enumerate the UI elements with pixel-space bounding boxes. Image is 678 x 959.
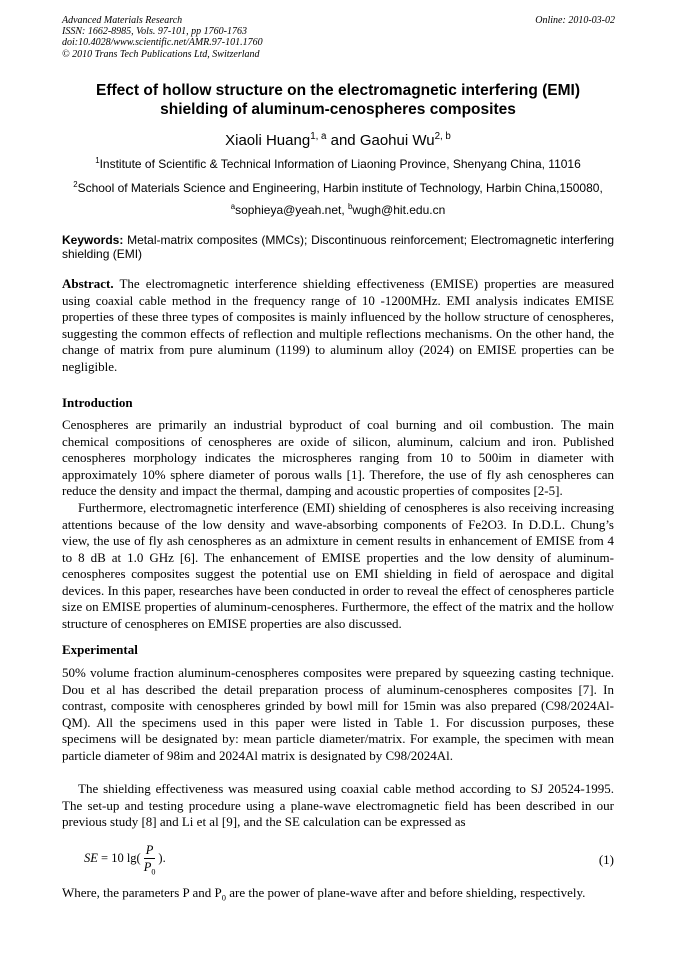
header-line: Advanced Materials Research xyxy=(62,15,183,26)
equation-operator: = 10 lg( xyxy=(97,851,141,865)
author-list xyxy=(62,132,614,150)
email-sup: a xyxy=(230,202,236,211)
author-name: Gaohui Wu xyxy=(359,132,435,149)
author-and: and xyxy=(326,132,360,149)
keywords-text: Metal-matrix composites (MMCs); Discontinuous reinforcement; Electromagnetic interfering shielding (EMI) xyxy=(62,233,614,261)
equation-se xyxy=(84,843,166,877)
keywords xyxy=(62,234,614,261)
author-name: Xiaoli Huang xyxy=(225,132,311,149)
section-heading-introduction: Introduction xyxy=(62,395,133,410)
title-line: shielding of aluminum-cenospheres composites xyxy=(160,101,516,118)
paragraph: Cenospheres are primarily an industrial byproduct of coal burning and oil combustion. The main chemical compositions of cenospheres are oxide of silicon, aluminum, calcium and iron. Published cenospheres morphology indicates the microspheres ranging from 10 to 500im in diameter with approximately 10% sphere diameter of porous walls [1]. Therefore, the use of fly ash cenospheres can reduce the density and impact the thermal, damping and acoustic properties of composites [2-5]. xyxy=(62,417,614,498)
equation-lhs: SE xyxy=(84,851,98,865)
abstract-text: The electromagnetic interference shielding effectiveness (EMISE) properties are measured using coaxial cable method in the frequency range of 10 -1200MHz. EMI analysis indicates EMISE properties of these three types of composites is mainly influenced by the hollow structure of cenospheres, suggesting the common effects of reflection and multiple reflections mechanisms. On the other hand, the change of matrix from pure aluminum (1199) to aluminum alloy (2024) on EMISE properties can be negligible. xyxy=(62,276,614,374)
affiliation-sup: 1 xyxy=(95,156,100,165)
title-line: Effect of hollow structure on the electromagnetic interfering (EMI) xyxy=(96,82,580,99)
text-span: are the power of plane-wave after and before shielding, respectively. xyxy=(226,885,586,900)
affiliation-sup: 2 xyxy=(73,180,78,189)
online-date: Online: 2010-03-02 xyxy=(535,15,615,26)
paragraph: Furthermore, electromagnetic interference (EMI) shielding of cenospheres is also receiving increasing attentions because of the low density and wave-absorbing components of Fe2O3. In D.D.L. Chung’s view, the use of fly ash cenospheres as an admixture in cement results in enhancement of EMISE from 4 to 8 dB at 1.0 GHz [6]. The enhancement of EMISE properties and the low density of aluminum-cenospheres composites suggest the potential use on EMI shielding in field of aerospace and digital devices. In this paper, researches have been conducted in order to reveal the effect of cenospheres particle size on EMISE properties of aluminum-cenospheres. Furthermore, the effect of the matrix and the hollow structure of cenospheres on EMISE properties are also discussed. xyxy=(62,500,614,631)
author-sup: 1, a xyxy=(310,131,327,142)
affiliation-2 xyxy=(60,181,616,195)
paper-title xyxy=(62,81,614,119)
equation-denominator xyxy=(142,859,158,877)
email-sup: b xyxy=(348,202,353,211)
paragraph xyxy=(62,885,614,902)
abstract-label: Abstract. xyxy=(62,276,114,291)
paragraph: The shielding effectiveness was measured using coaxial cable method according to SJ 20524-1995. The set-up and testing procedure using a plane-wave electromagnetic field has been described in our previous study [8] and Li et al [9], and the SE calculation can be expressed as xyxy=(62,781,614,829)
equation-close: ). xyxy=(158,851,166,865)
header-line: ISSN: 1662-8985, Vols. 97-101, pp 1760-1763 xyxy=(62,26,247,38)
email-link[interactable]: sophieya@yeah.net xyxy=(235,203,342,217)
header-line: © 2010 Trans Tech Publications Ltd, Switzerland xyxy=(62,48,260,60)
author-sup: 2, b xyxy=(434,131,451,142)
section-heading-experimental: Experimental xyxy=(62,642,138,657)
email-link[interactable]: wugh@hit.edu.cn xyxy=(352,203,446,217)
journal-header xyxy=(62,15,263,60)
paragraph: 50% volume fraction aluminum-cenospheres composites were prepared by squeezing casting technique. Dou et al has described the detail preparation process of aluminum-cenospheres composites [7]. In contrast, composite with cenospheres grinded by bowl mill for 15min was also prepared (C98/2024Al-QM). All the specimens used in this paper were listed in Table 1. For discussion purposes, these specimens will be designated by: mean particle diameter/matrix. For example, the specimen with mean particle diameter of 98im and 2024Al matrix is designated by C98/2024Al. xyxy=(62,665,614,763)
text-span: Where, the parameters P and P xyxy=(62,885,222,900)
denominator-symbol: P xyxy=(143,860,152,874)
keywords-label: Keywords: xyxy=(62,233,124,247)
equation-fraction xyxy=(142,843,158,877)
subscript: 0 xyxy=(221,892,227,903)
affiliation-text: Institute of Scientific & Technical Information of Liaoning Province, Shenyang China, 11016 xyxy=(99,157,581,171)
affiliation-1 xyxy=(62,157,614,171)
equation-number: (1) xyxy=(598,852,614,867)
author-emails xyxy=(62,203,614,217)
header-line: doi:10.4028/www.scientific.net/AMR.97-101.1760 xyxy=(62,37,263,49)
affiliation-text: School of Materials Science and Engineering, Harbin institute of Technology, Harbin China,150080, xyxy=(77,181,603,195)
email-separator: , xyxy=(341,203,349,217)
abstract xyxy=(62,276,614,375)
denominator-subscript: 0 xyxy=(151,867,156,877)
equation-numerator: P xyxy=(145,843,154,857)
